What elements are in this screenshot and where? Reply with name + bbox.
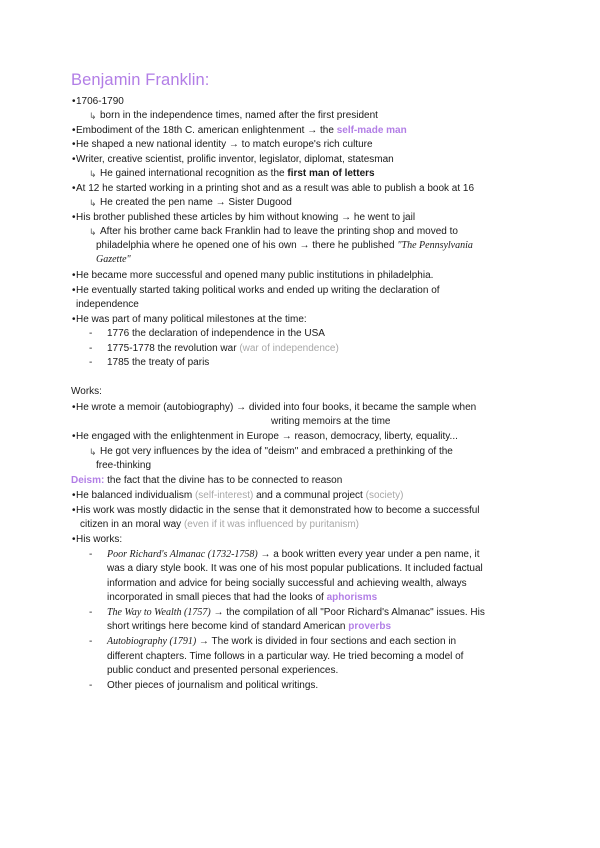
work-poor-richard-l3: information and advice for being socially successful and achieving wealth, always (107, 578, 467, 589)
work-autobiography-l2: different chapters. Time follows in a particular way. He tried becoming a model of (107, 651, 464, 662)
bullet-brother: • His brother published these articles by him without knowing → he went to jail (76, 211, 415, 225)
bold-first-man-of-letters: first man of letters (287, 168, 375, 179)
work-poor-richard-l2: was a diary style book. It was one of his most popular publications. It included factual (107, 563, 483, 574)
sub-philadelphia-l1: ↳ After his brother came back Franklin had to leave the printing shop and moved to (100, 225, 458, 239)
sub-deism-l1: ↳ He got very influences by the idea of "deism" and embraced a prethinking of the (100, 445, 453, 459)
work-autobiography-l1: - Autobiography (1791) → The work is divided in four sections and each section in (107, 635, 456, 649)
bullet-didactic-l2: citizen in an moral way (even if it was influenced by puritanism) (80, 519, 360, 530)
work-way-to-wealth-l1: - The Way to Wealth (1757) → the compilation of all "Poor Richard's Almanac" issues. His (107, 606, 485, 620)
work-poor-richard-l1: - Poor Richard's Almanac (1732-1758) → a book written every year under a pen name, it (107, 548, 480, 562)
bullet-didactic-l1: • His work was mostly didactic in the sense that it demonstrated how to become a successful (76, 504, 480, 518)
bullet-individualism: • He balanced individualism (self-interest) and a communal project (society) (76, 489, 403, 503)
bullet-embodiment: • Embodiment of the 18th C. american enlightenment → the self-made man (76, 124, 407, 138)
bullet-memoir-l2: writing memoirs at the time (271, 416, 391, 427)
bullet-enlightenment: • He engaged with the enlightenment in Europe → reason, democracy, liberty, equality... (76, 430, 458, 444)
bullet-printing: • At 12 he started working in a printing shot and as a result was able to publish a book at 16 (76, 182, 474, 196)
title-poor-richard: Poor Richard's Almanac (1732-1758) (107, 549, 258, 560)
term-deism: Deism: (71, 475, 105, 486)
highlight-aphorisms: aphorisms (326, 592, 378, 603)
sub-recognition: ↳ He gained international recognition as the first man of letters (100, 167, 375, 181)
sub-deism-l2: free-thinking (96, 460, 152, 471)
bullet-identity: • He shaped a new national identity → to match europe's rich culture (76, 138, 373, 152)
milestone-1775: - 1775-1778 the revolution war (war of independence) (107, 342, 339, 356)
bullet-institutions: • He became more successful and opened many public institutions in philadelphia. (76, 269, 433, 283)
milestone-1785: - 1785 the treaty of paris (107, 356, 209, 370)
title-way-to-wealth: The Way to Wealth (1757) (107, 607, 211, 618)
bullet-political-l2: independence (76, 299, 139, 310)
milestone-1776: - 1776 the declaration of independence in the USA (107, 327, 325, 341)
work-way-to-wealth-l2: short writings here become kind of standard American proverbs (107, 621, 392, 632)
works-heading: Works: (71, 386, 102, 397)
bullet-memoir-l1: • He wrote a memoir (autobiography) → divided into four books, it became the sample when (76, 401, 476, 415)
page-title: Benjamin Franklin: (71, 71, 210, 89)
title-pennsylvania-gazette: "The Pennsylvania (397, 240, 473, 251)
work-other: - Other pieces of journalism and political writings. (107, 679, 318, 693)
sub-philadelphia-l2: philadelphia where he opened one of his own → there he published "The Pennsylvania (96, 240, 473, 251)
bullet-his-works: • His works: (76, 533, 122, 547)
sub-born: ↳ born in the independence times, named after the first president (100, 109, 378, 123)
highlight-proverbs: proverbs (348, 621, 392, 632)
bullet-milestones: • He was part of many political milestones at the time: (76, 313, 307, 327)
sub-philadelphia-l3: Gazette" (96, 254, 131, 265)
work-poor-richard-l4: incorporated in small pieces that had the looks of aphorisms (107, 592, 378, 603)
deism-definition: Deism: the fact that the divine has to be connected to reason (71, 475, 343, 486)
bullet-roles: • Writer, creative scientist, prolific inventor, legislator, diplomat, statesman (76, 153, 394, 167)
highlight-self-made-man: self-made man (336, 125, 407, 136)
work-autobiography-l3: public conduct and presented personal experiences. (107, 665, 339, 676)
bullet-years: • 1706-1790 (76, 95, 124, 109)
bullet-political-l1: • He eventually started taking political works and ended up writing the declaration of (76, 284, 440, 298)
title-autobiography: Autobiography (1791) (107, 636, 197, 647)
sub-pen-name: ↳ He created the pen name → Sister Dugood (100, 196, 292, 210)
